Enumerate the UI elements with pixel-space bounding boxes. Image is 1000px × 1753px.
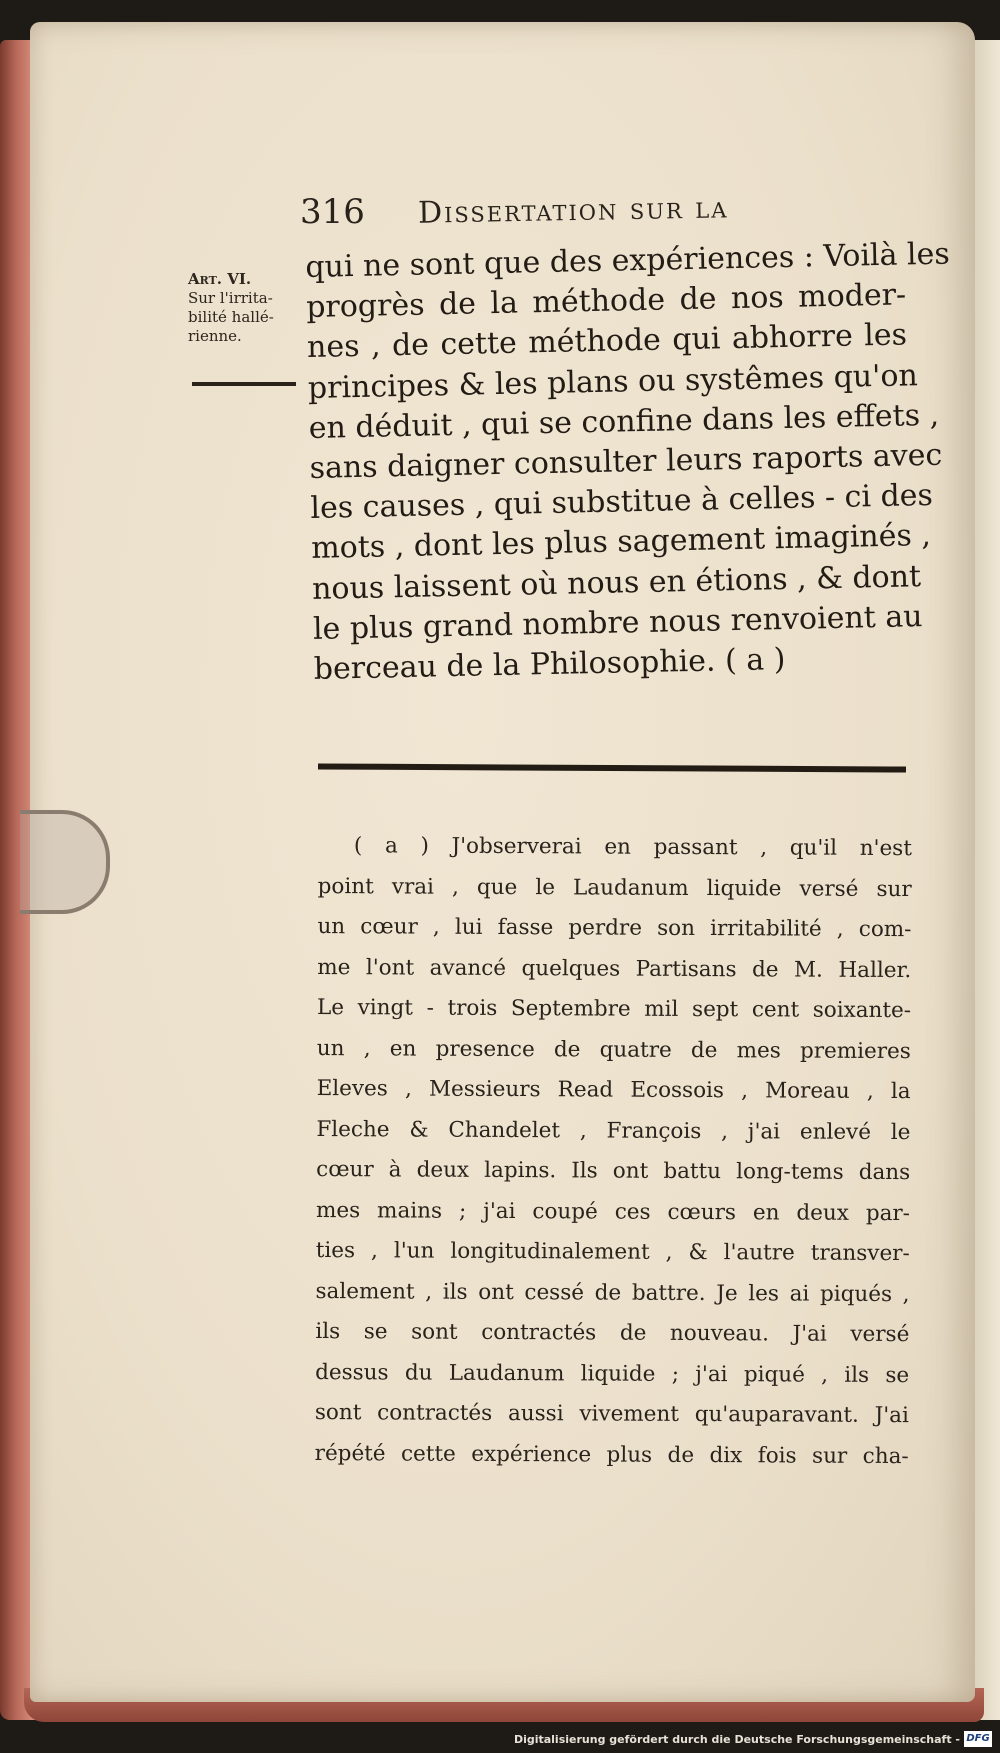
text-line: les causes , qui substitue à celles - ci des xyxy=(310,478,934,527)
text-line: nous laissent où nous en étions , & dont xyxy=(311,558,922,607)
footnote-line: un cœur , lui fasse perdre son irritabilité , com- xyxy=(317,913,912,943)
text-line: sans daigner consulter leurs raports avec xyxy=(309,437,943,486)
footnote-line: me l'ont avancé quelques Partisans de M. Haller. xyxy=(317,954,912,983)
running-title: Dissertation sur la xyxy=(417,190,729,231)
footnote-line: un , en presence de quatre de mes premieres xyxy=(316,1035,911,1064)
footnote-line: mes mains ; j'ai coupé ces cœurs en deux par- xyxy=(315,1197,911,1226)
text-line: le plus grand nombre nous renvoient au xyxy=(312,598,923,647)
margin-note xyxy=(188,270,298,346)
text-line: berceau de la Philosophie. ( a ) xyxy=(313,642,786,687)
margin-rule xyxy=(192,382,296,386)
main-text xyxy=(305,235,951,690)
footnote-line: Eleves , Messieurs Read Ecossois , Moreau , la xyxy=(316,1075,911,1105)
page-clip xyxy=(20,810,110,914)
footnote-line: Fleche & Chandelet , François , j'ai enlevé le xyxy=(316,1116,911,1145)
footnote-line: salement , ils ont cessé de battre. Je les ai piqués , xyxy=(315,1278,910,1307)
footnote-line: répété cette expérience plus de dix fois sur cha- xyxy=(314,1440,909,1469)
footnote-line: ils se sont contractés de nouveau. J'ai versé xyxy=(315,1318,910,1348)
page-number: 316 xyxy=(300,192,365,232)
text-line: qui ne sont que des expériences : Voilà les xyxy=(305,236,951,285)
margin-note-article: Art. VI. xyxy=(188,270,252,288)
footnote-line: ties , l'un longitudinalement , & l'autre transver- xyxy=(315,1237,910,1267)
footnote xyxy=(315,826,912,1477)
footnote-line: cœur à deux lapins. Ils ont battu long-tems dans xyxy=(316,1156,911,1186)
dfg-logo-icon: DFG xyxy=(964,1731,992,1747)
footnote-line: Le vingt - trois Septembre mil sept cent soixante- xyxy=(316,994,912,1024)
margin-note-line: bilité hallé- xyxy=(188,308,274,326)
footnote-line: dessus du Laudanum liquide ; j'ai piqué , ils se xyxy=(315,1359,910,1388)
margin-note-line: rienne. xyxy=(188,327,242,345)
text-line: nes , de cette méthode qui abhorre les xyxy=(306,317,908,366)
text-line: progrès de la méthode de nos moder- xyxy=(305,277,907,326)
footnote-line: ( a ) J'observerai en passant , qu'il n'est xyxy=(353,833,912,862)
digitization-notice: Digitalisierung gefördert durch die Deutsche Forschungsgemeinschaft - xyxy=(513,1733,960,1746)
text-line: mots , dont les plus sagement imaginés , xyxy=(310,518,932,567)
footnote-line: sont contractés aussi vivement qu'auparavant. J'ai xyxy=(314,1399,909,1429)
footnote-line: point vrai , que le Laudanum liquide versé sur xyxy=(317,873,912,902)
text-line: en déduit , qui se confine dans les effets , xyxy=(308,397,940,446)
text-line: principes & les plans ou systêmes qu'on xyxy=(307,357,919,406)
margin-note-line: Sur l'irrita- xyxy=(188,289,273,307)
